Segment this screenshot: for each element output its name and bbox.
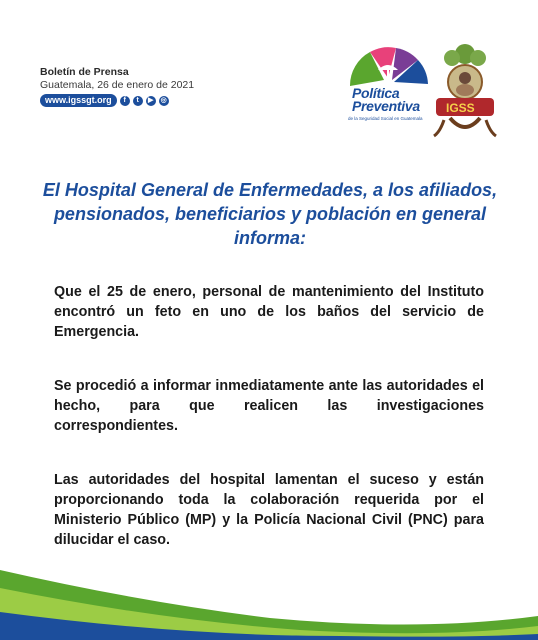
paragraph-3: Las autoridades del hospital lamentan el suceso y están proporcionando toda la colaboración requerida por el Ministerio Público (MP) y la Policía Nacional Civil (PNC) para dilucidar el caso. xyxy=(54,472,484,548)
press-header xyxy=(40,66,240,107)
twitter-icon[interactable]: t xyxy=(133,96,143,106)
announcement-headline: El Hospital General de Enfermedades, a los afiliados, pensionados, beneficiarios y población en general informa: xyxy=(42,180,498,248)
politica-text: Política xyxy=(352,85,400,101)
website-link[interactable]: www.igssgt.org xyxy=(40,94,117,107)
tree-emblem-icon xyxy=(430,40,500,140)
igss-text: IGSS xyxy=(446,101,475,115)
bulletin-title: Boletín de Prensa xyxy=(40,66,129,78)
politica-tagline: de la Seguridad Social en Guatemala xyxy=(348,116,423,121)
facebook-icon[interactable]: f xyxy=(120,96,130,106)
politica-preventiva-logo xyxy=(340,40,438,132)
umbrella-icon xyxy=(340,40,438,90)
paragraph-2: Se procedió a informar inmediatamente ante las autoridades el hecho, para que realicen las investigaciones correspondientes. xyxy=(54,378,484,434)
paragraph-1: Que el 25 de enero, personal de mantenimiento del Instituto encontró un feto en uno de los baños del servicio de Emergencia. xyxy=(54,284,484,340)
igss-logo xyxy=(430,40,500,140)
preventiva-text: Preventiva xyxy=(352,98,420,114)
footer-waves xyxy=(0,540,538,640)
social-bar xyxy=(40,94,240,107)
bulletin-date: Guatemala, 26 de enero de 2021 xyxy=(40,79,195,91)
instagram-icon[interactable]: ◎ xyxy=(160,96,167,104)
youtube-icon[interactable]: ▶ xyxy=(146,96,156,106)
